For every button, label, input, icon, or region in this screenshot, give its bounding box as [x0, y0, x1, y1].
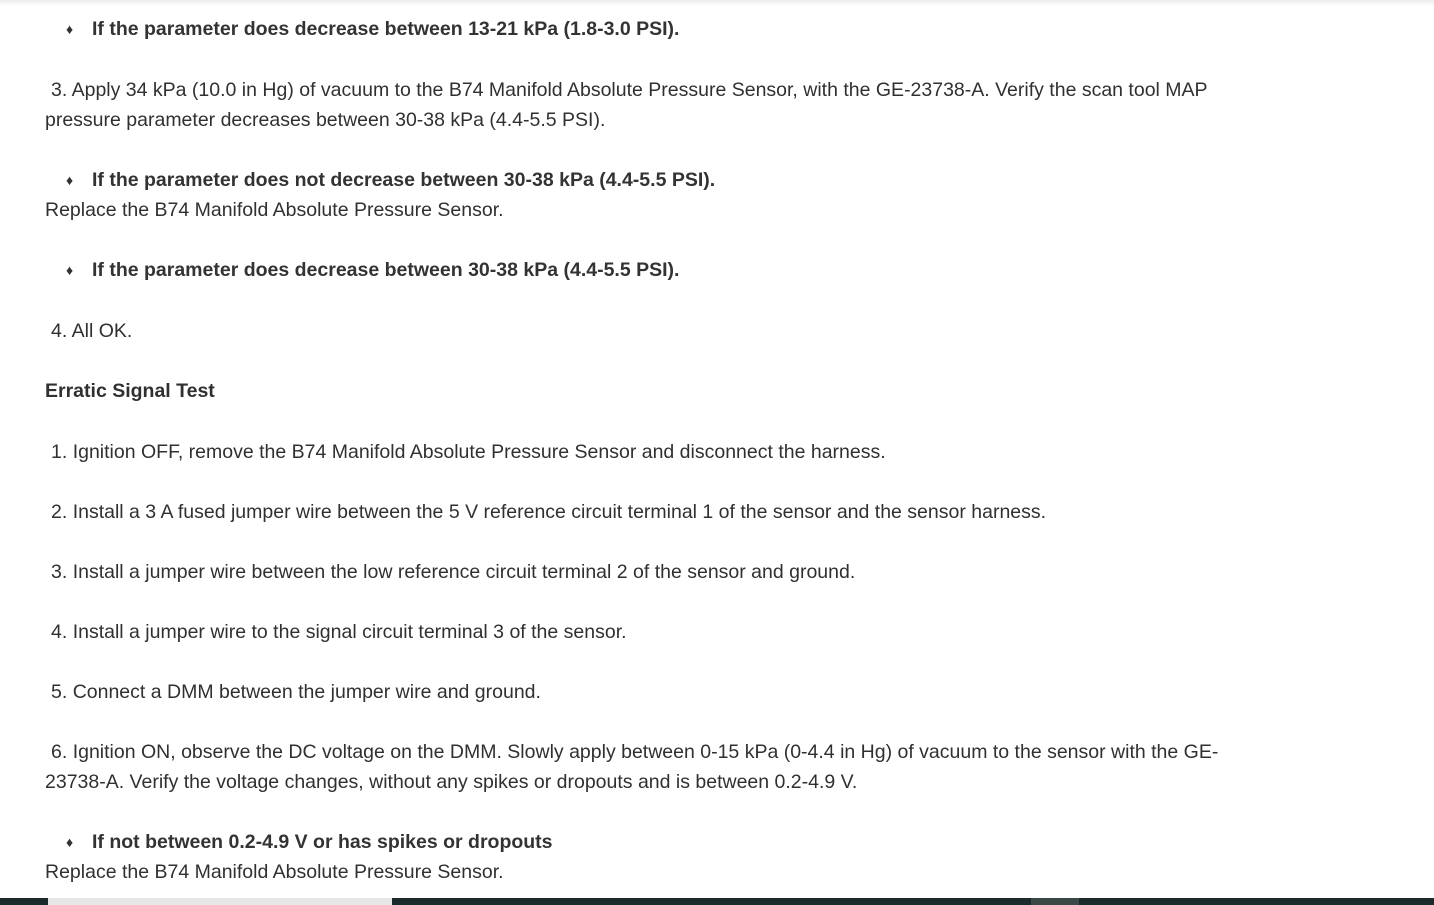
step-number: 2.: [51, 501, 68, 523]
diamond-bullet-icon: ♦: [66, 262, 74, 278]
step-text: Install a 3 A fused jumper wire between the 5 V reference circuit terminal 1 of the sensor and the sensor harness.: [72, 501, 1047, 523]
step-number: 1.: [51, 441, 68, 463]
step-number: 3.: [51, 79, 68, 101]
diamond-bullet-icon: ♦: [66, 172, 74, 188]
bullet-text: If the parameter does decrease between 13-21 kPa (1.8-3.0 PSI).: [92, 18, 680, 40]
bullet-condition: [45, 165, 1260, 195]
step-text: Connect a DMM between the jumper wire and ground.: [72, 681, 541, 703]
taskbar-button[interactable]: [1031, 898, 1079, 905]
erratic-step-3: [45, 557, 1260, 587]
step-number: 5.: [51, 681, 68, 703]
bullet-condition: [45, 14, 1260, 44]
active-tab[interactable]: [48, 898, 392, 905]
step-text: Install a jumper wire between the low reference circuit terminal 2 of the sensor and ground.: [72, 561, 856, 583]
section-heading: Erratic Signal Test: [45, 380, 215, 402]
bullet-text: If the parameter does not decrease between 30-38 kPa (4.4-5.5 PSI).: [92, 169, 716, 191]
step-text: Ignition OFF, remove the B74 Manifold Absolute Pressure Sensor and disconnect the harness.: [72, 441, 886, 463]
bottom-taskbar: [0, 898, 1434, 905]
bullet-condition: [45, 255, 1260, 285]
bullet-text: If not between 0.2-4.9 V or has spikes or dropouts: [92, 831, 553, 853]
erratic-step-1: [45, 437, 1260, 467]
step-number: 4.: [51, 621, 68, 643]
top-shadow: [0, 0, 1434, 6]
diamond-bullet-icon: ♦: [66, 21, 74, 37]
erratic-step-2: [45, 497, 1260, 527]
erratic-step-5: [45, 677, 1260, 707]
step-text: Apply 34 kPa (10.0 in Hg) of vacuum to the B74 Manifold Absolute Pressure Sensor, with the GE-23738-A. Verify the scan tool MAP pressure parameter decreases between 30-38 kPa (4.4-5.5 PSI).: [45, 79, 1208, 131]
erratic-step-6: [45, 737, 1260, 797]
step-number: 3.: [51, 561, 68, 583]
step-4: [45, 316, 1260, 346]
procedure-content: [45, 14, 1260, 887]
step-number: 4.: [51, 320, 68, 342]
erratic-step-4: [45, 617, 1260, 647]
replace-instruction: Replace the B74 Manifold Absolute Pressure Sensor.: [45, 861, 504, 883]
step-text: Ignition ON, observe the DC voltage on the DMM. Slowly apply between 0-15 kPa (0-4.4 in Hg) of vacuum to the sensor with the GE-23738-A. Verify the voltage changes, without any spikes or dropouts and is between 0.2-4.9 V.: [45, 741, 1219, 793]
replace-instruction: Replace the B74 Manifold Absolute Pressure Sensor.: [45, 199, 504, 221]
step-3: [45, 75, 1260, 135]
step-text: All OK.: [71, 320, 133, 342]
step-number: 6.: [51, 741, 68, 763]
bullet-condition: [45, 827, 1260, 857]
diamond-bullet-icon: ♦: [66, 834, 74, 850]
bullet-text: If the parameter does decrease between 30-38 kPa (4.4-5.5 PSI).: [92, 259, 680, 281]
step-text: Install a jumper wire to the signal circuit terminal 3 of the sensor.: [72, 621, 627, 643]
